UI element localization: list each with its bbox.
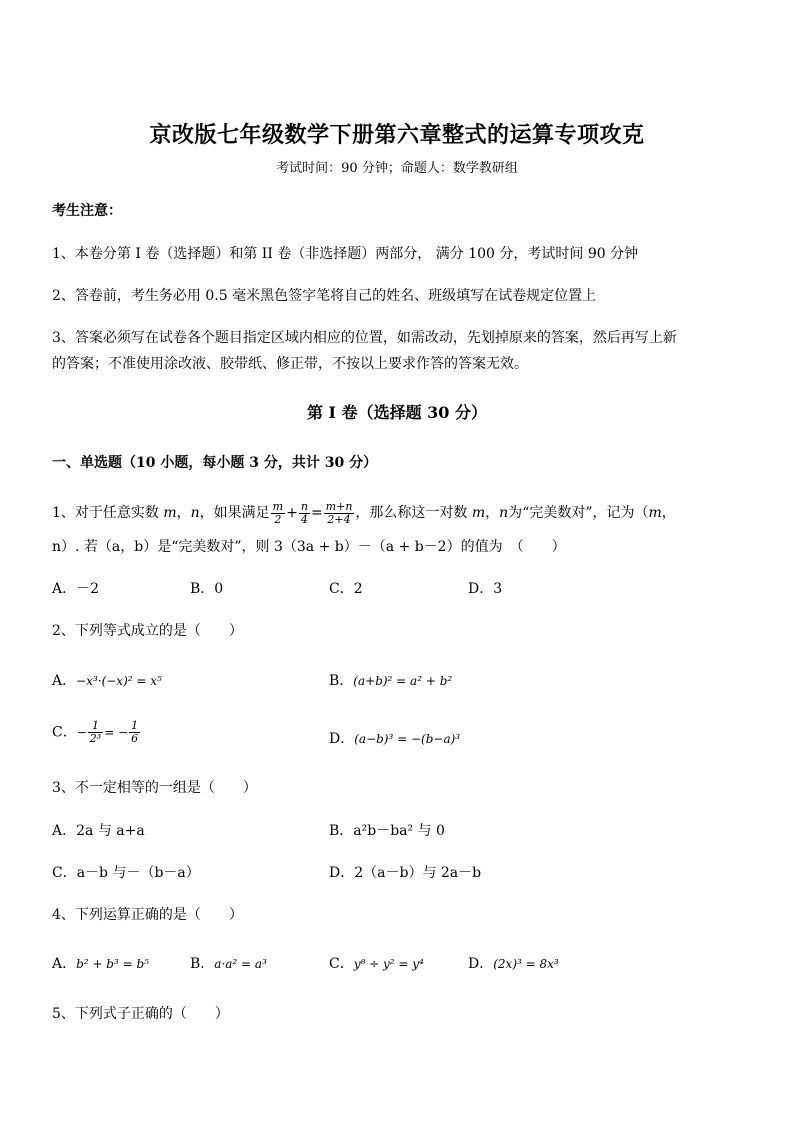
question-1-option-b[interactable]: B．0 [190,581,224,597]
question-4-stem: 4、下列运算正确的是（ ） [52,907,243,923]
notice-heading: 考生注意： [52,203,122,219]
question-2-option-d[interactable]: D．(a−b)³ = −(b−a)³ [329,731,461,747]
section-title: 第 I 卷（选择题 30 分） [306,403,488,422]
question-4-option-b[interactable]: B．a·a² = a³ [190,956,267,972]
question-4-option-c[interactable]: C．y⁸ ÷ y² = y⁴ [329,956,424,972]
notice-item-2: 2、答卷前，考生务必用 0.5 毫米黑色签字笔将自己的姓名、班级填写在试卷规定位置上 [52,288,597,304]
question-3-option-d[interactable]: D．2（a－b）与 2a－b [329,865,482,881]
page-subtitle: 考试时间：90 分钟；命题人：数学教研组 [276,161,518,176]
part-heading: 一、单选题（10 小题，每小题 3 分，共计 30 分） [52,455,378,471]
question-1-line-2: n）. 若（a，b）是“完美数对”，则 3（3a + b）－（a + b－2）的值为 （ ） [52,539,566,555]
question-1-option-d[interactable]: D．3 [468,581,503,597]
fraction-n-over-4: $\frac{n}{4}$ [300,499,308,526]
fraction-m-over-2: $\frac{m}{2}$ [272,499,284,526]
notice-item-1: 1、本卷分第 I 卷（选择题）和第 II 卷（非选择题）两部分， 满分 100 分，考试时间 90 分钟 [52,246,639,262]
question-2-option-c[interactable]: C．− $\frac{1}{\text{2³}}$ = − $\frac{1}{6}$ [52,719,139,745]
question-1-line-1: 1、对于任意实数 m，n，如果满足 $\frac{m}{2}$ + $\frac{n}{4}$ = $\frac{m+n}{2+4}$ ，那么称这一对数 m，n为“完美数对”，记为（m， [52,499,676,526]
question-4-option-a[interactable]: A．b² + b³ = b⁵ [52,956,149,972]
page-title: 京改版七年级数学下册第六章整式的运算专项攻克 [149,122,645,148]
fraction-sum: $\frac{m+n}{2+4}$ [325,499,353,526]
notice-item-3: 3、答案必须写在试卷各个题目指定区域内相应的位置，如需改动，先划掉原来的答案，然后再写上新 [52,330,677,346]
question-3-option-b[interactable]: B．a²b－ba² 与 0 [329,823,445,839]
question-2-option-b[interactable]: B．(a+b)² = a² + b² [329,673,453,689]
question-3-option-a[interactable]: A．2a 与 a+a [52,823,145,839]
question-2-stem: 2、下列等式成立的是（ ） [52,623,243,639]
question-1-option-c[interactable]: C．2 [329,581,363,597]
notice-item-3-cont: 的答案；不准使用涂改液、胶带纸、修正带，不按以上要求作答的答案无效。 [52,356,528,372]
question-4-option-d[interactable]: D．(2x)³ = 8x³ [468,956,559,972]
question-3-option-c[interactable]: C．a－b 与－（b－a） [52,865,200,881]
question-1-option-a[interactable]: A．－2 [52,581,100,597]
question-5-stem: 5、下列式子正确的（ ） [52,1006,229,1022]
question-3-stem: 3、不一定相等的一组是（ ） [52,780,257,796]
question-2-option-a[interactable]: A．−x³·(−x)² = x⁵ [52,673,162,689]
